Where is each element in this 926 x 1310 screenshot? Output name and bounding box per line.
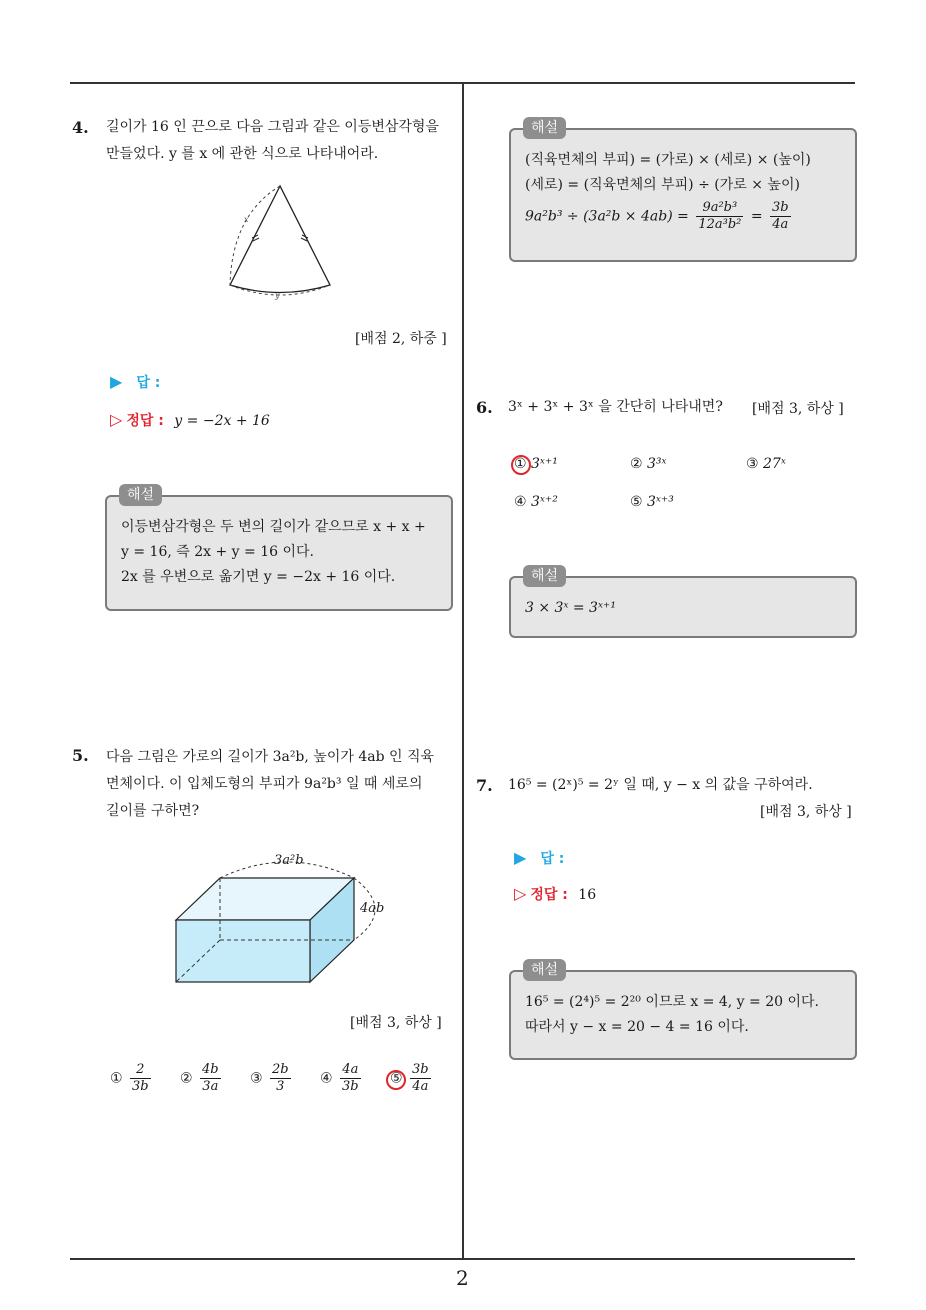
correct-triangle-icon: ▷: [514, 884, 527, 903]
q6-choice-1-mark: ①: [514, 456, 527, 472]
q5-choice-3-frac: $\frac{2b}{3}$: [272, 1062, 289, 1094]
q4-score: [배점 2, 하중 ]: [355, 331, 447, 347]
q6-choice-1[interactable]: [514, 456, 558, 472]
q4-triangle-figure: [222, 180, 352, 310]
q7-number: 7.: [476, 776, 493, 795]
q7-expl-line1: 16⁵ = (2⁴)⁵ = 2²⁰ 이므로 x = 4, y = 20 이다.: [525, 994, 819, 1010]
q5-choice-4-frac: $\frac{4a}{3b}$: [342, 1062, 359, 1094]
q5-selected-circle-icon: [386, 1070, 406, 1090]
q4-correct-row: [110, 410, 270, 430]
q5-choice-3-mark: ③: [250, 1070, 263, 1087]
q5-explanation-box: [509, 120, 857, 262]
q6-choice-2-mark: ②: [630, 456, 643, 472]
q5-choice-1-frac: $\frac{2}{3b}$: [132, 1062, 149, 1094]
q4-line2: 만들었다. y 를 x 에 관한 식으로 나타내어라.: [106, 146, 379, 162]
q6-expl-line1: 3 × 3ˣ = 3ˣ⁺¹: [525, 600, 616, 616]
column-divider: [462, 82, 464, 1260]
q5-expl-eq: =: [750, 208, 763, 225]
q6-choice-4[interactable]: [514, 494, 558, 510]
q7-answer-label: 답 :: [540, 851, 565, 867]
q4-fig-y-label: y: [275, 291, 280, 300]
q6-choice-5[interactable]: [630, 494, 674, 510]
q6-explanation-tag: 해설: [523, 565, 566, 587]
correct-triangle-icon: ▷: [110, 410, 123, 429]
answer-triangle-icon: ▶: [110, 372, 123, 391]
q7-expl-line2: 따라서 y − x = 20 − 4 = 16 이다.: [525, 1019, 749, 1035]
q5-choice-2[interactable]: [180, 1062, 224, 1095]
q6-text: 3ˣ + 3ˣ + 3ˣ 을 간단히 나타내면?: [508, 399, 723, 415]
q6-number: 6.: [476, 398, 493, 417]
q7-explanation-tag: 해설: [523, 959, 566, 981]
q6-choice-5-mark: ⑤: [630, 494, 643, 510]
q4-correct-label: 정답 :: [126, 413, 164, 429]
q5-line2: 면체이다. 이 입체도형의 부피가 9a²b³ 일 때 세로의: [106, 776, 423, 792]
q4-expl-line3: 2x 를 우변으로 옮기면 y = −2x + 16 이다.: [121, 569, 396, 585]
q7-score: [배점 3, 하상 ]: [760, 804, 852, 820]
q5-number: 5.: [72, 746, 89, 765]
q5-line3: 길이를 구하면?: [106, 803, 200, 819]
q7-text: 16⁵ = (2ˣ)⁵ = 2ʸ 일 때, y − x 의 값을 구하여라.: [508, 777, 813, 793]
q5-line1: 다음 그림은 가로의 길이가 3a²b, 높이가 4ab 인 직육: [106, 749, 435, 765]
q6-score: [배점 3, 하상 ]: [752, 401, 844, 417]
q4-expl-line1: 이등변삼각형은 두 변의 길이가 같으므로 x + x +: [121, 519, 426, 535]
q6-choice-5-text: 3ˣ⁺³: [647, 494, 674, 510]
q5-choice-4-mark: ④: [320, 1070, 333, 1087]
q5-expl-frac2: $\frac{3b}{4a}$: [772, 200, 789, 232]
q5-choice-1[interactable]: [110, 1062, 154, 1095]
q6-choice-2[interactable]: [630, 456, 667, 472]
q6-choice-3[interactable]: [746, 456, 786, 472]
q6-choice-3-text: 27ˣ: [763, 456, 786, 472]
q4-explanation-tag: 해설: [119, 484, 162, 506]
q5-expl-line1: (직육면체의 부피) = (가로) × (세로) × (높이): [525, 152, 811, 168]
q5-choice-5[interactable]: [390, 1062, 434, 1095]
q4-expl-line2: y = 16, 즉 2x + y = 16 이다.: [121, 544, 314, 560]
q5-choice-2-mark: ②: [180, 1070, 193, 1087]
q6-selected-circle-icon: [511, 455, 531, 475]
q4-line1: 길이가 16 인 끈으로 다음 그림과 같은 이등변삼각형을: [106, 119, 439, 135]
q6-choice-4-mark: ④: [514, 494, 527, 510]
q7-correct-row: [514, 884, 596, 904]
q5-expl-lhs: 9a²b³ ÷ (3a²b × 4ab) =: [525, 208, 689, 225]
q5-explanation-tag: 해설: [523, 117, 566, 139]
q5-score: [배점 3, 하상 ]: [350, 1015, 442, 1031]
q4-fig-x-label: x: [244, 215, 249, 224]
q6-choice-4-text: 3ˣ⁺²: [531, 494, 558, 510]
q5-text: [106, 744, 456, 825]
answer-triangle-icon: ▶: [514, 848, 527, 867]
q4-text: [106, 114, 456, 168]
q5-expl-frac1: $\frac{\text{9a²b³}}{\text{12a³b²}}$: [698, 200, 742, 232]
q5-expl-line2: (세로) = (직육면체의 부피) ÷ (가로 × 높이): [525, 177, 800, 193]
q5-choice-3[interactable]: [250, 1062, 294, 1095]
page-number: 2: [456, 1266, 469, 1290]
q5-expl-line3: [525, 200, 841, 233]
q4-answer-label: 답 :: [136, 375, 161, 391]
q4-answer-row: [110, 372, 160, 392]
q7-correct-value: 16: [578, 887, 597, 903]
q5-choice-5-frac: $\frac{3b}{4a}$: [412, 1062, 429, 1094]
q7-explanation-box: [509, 962, 857, 1060]
q5-choice-5-mark: ⑤: [390, 1070, 403, 1087]
q6-choice-2-text: 3³ˣ: [647, 456, 667, 472]
q5-choice-2-frac: $\frac{4b}{3a}$: [202, 1062, 219, 1094]
bottom-rule: [70, 1258, 855, 1260]
q5-box-figure: [170, 848, 400, 998]
q4-correct-value: y = −2x + 16: [174, 413, 270, 429]
q5-fig-height-label: 4ab: [360, 901, 385, 916]
q4-number: 4.: [72, 118, 89, 137]
q5-choice-1-mark: ①: [110, 1070, 123, 1087]
q6-explanation-box: [509, 568, 857, 638]
q5-choice-4[interactable]: [320, 1062, 364, 1095]
q4-explanation-box: [105, 487, 453, 611]
q7-answer-row: [514, 848, 564, 868]
q7-correct-label: 정답 :: [530, 887, 568, 903]
q6-choice-1-text: 3ˣ⁺¹: [531, 456, 558, 472]
q5-fig-width-label: 3a²b: [274, 853, 304, 868]
q6-choice-3-mark: ③: [746, 456, 759, 472]
